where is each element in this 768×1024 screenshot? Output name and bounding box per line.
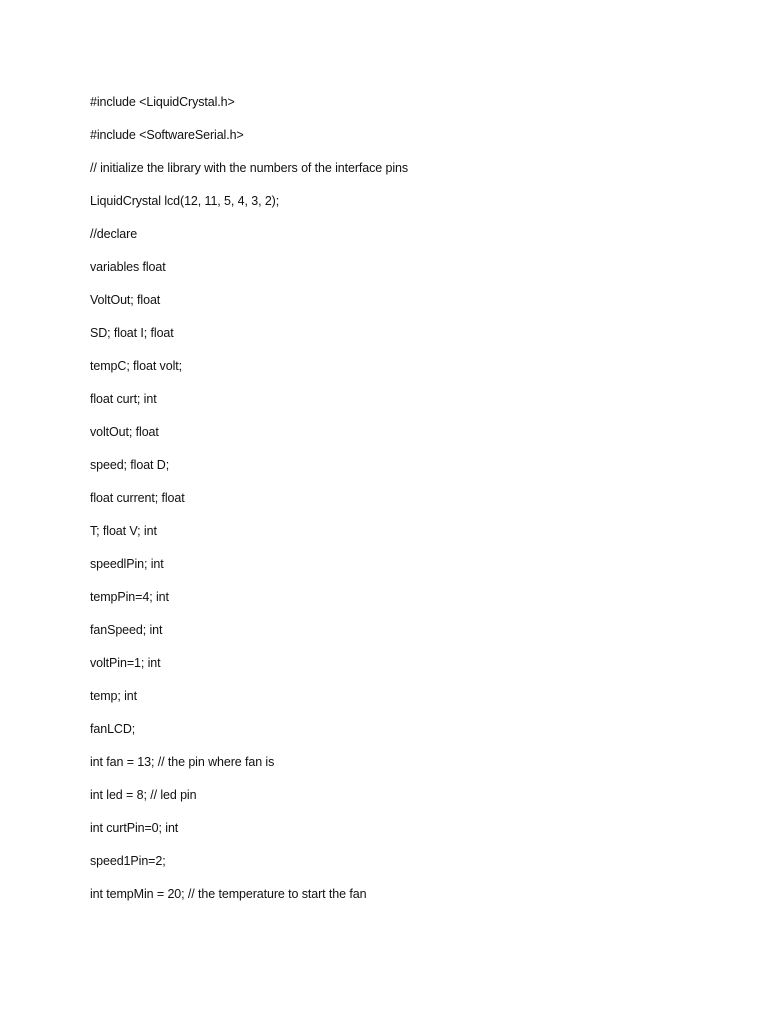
code-line: SD; float I; float	[90, 326, 174, 340]
code-line: fanSpeed; int	[90, 623, 163, 637]
code-line: speedlPin; int	[90, 557, 164, 571]
code-line: #include <LiquidCrystal.h>	[90, 95, 235, 109]
code-line: // initialize the library with the numbers of the interface pins	[90, 161, 409, 175]
code-line: voltOut; float	[90, 425, 159, 439]
code-line: int led = 8; // led pin	[90, 788, 197, 802]
code-line: //declare	[90, 227, 138, 241]
code-line: tempC; float volt;	[90, 359, 182, 373]
code-line: variables float	[90, 260, 166, 274]
code-line: T; float V; int	[90, 524, 157, 538]
code-line: LiquidCrystal lcd(12, 11, 5, 4, 3, 2);	[90, 194, 280, 208]
code-line: temp; int	[90, 689, 138, 703]
code-line: tempPin=4; int	[90, 590, 169, 604]
code-line: int tempMin = 20; // the temperature to start the fan	[90, 887, 367, 901]
code-line: VoltOut; float	[90, 293, 161, 307]
code-line: int curtPin=0; int	[90, 821, 179, 835]
code-line: #include <SoftwareSerial.h>	[90, 128, 244, 142]
code-line: int fan = 13; // the pin where fan is	[90, 755, 275, 769]
code-line: float curt; int	[90, 392, 157, 406]
code-line: speed1Pin=2;	[90, 854, 166, 868]
code-line: fanLCD;	[90, 722, 136, 736]
code-listing	[90, 92, 408, 917]
code-line: float current; float	[90, 491, 185, 505]
code-line: speed; float D;	[90, 458, 170, 472]
code-line: voltPin=1; int	[90, 656, 161, 670]
